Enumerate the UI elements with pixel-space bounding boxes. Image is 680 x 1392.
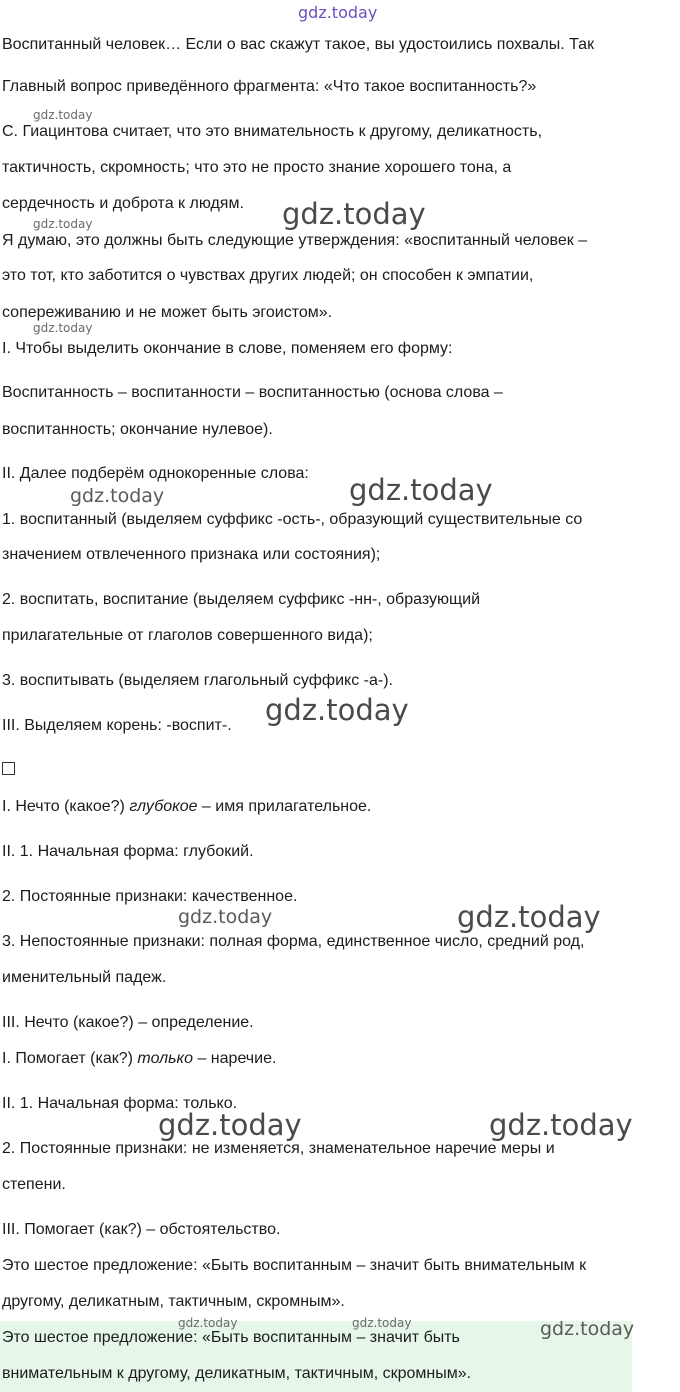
text-line: Я думаю, это должны быть следующие утверждения: «воспитанный человек –	[2, 232, 588, 249]
morph2-word: только	[137, 1050, 194, 1067]
morph1-pos: – имя прилагательное.	[197, 798, 372, 815]
watermark: gdz.today	[489, 1108, 633, 1142]
watermark: gdz.today	[282, 197, 426, 231]
morph1-intro-text: I. Нечто (какое?)	[2, 798, 125, 815]
text-line: 3. воспитывать (выделяем глагольный суффикс -а-).	[2, 672, 393, 689]
text-line: С. Гиацинтова считает, что это внимательность к другому, деликатность,	[2, 123, 543, 140]
watermark: gdz.today	[158, 1108, 302, 1142]
text-line: другому, деликатным, тактичным, скромным».	[2, 1293, 345, 1310]
watermark: gdz.today	[33, 108, 93, 122]
watermark: gdz.today	[265, 693, 409, 727]
text-line: 2. воспитать, воспитание (выделяем суффикс -нн-, образующий	[2, 591, 481, 608]
text-line: I. Чтобы выделить окончание в слове, поменяем его форму:	[2, 340, 453, 357]
morph1-intro	[2, 797, 371, 817]
text-line: III. Нечто (какое?) – определение.	[2, 1014, 254, 1031]
watermark: gdz.today	[457, 900, 601, 934]
text-line: именительный падеж.	[2, 969, 167, 986]
watermark: gdz.today	[33, 321, 93, 335]
text-line: Главный вопрос приведённого фрагмента: «Что такое воспитанность?»	[2, 78, 537, 95]
text-line: II. 1. Начальная форма: только.	[2, 1095, 238, 1112]
text-line: 2. Постоянные признаки: не изменяется, знаменательное наречие меры и	[2, 1140, 555, 1157]
watermark: gdz.today	[178, 1316, 238, 1330]
watermark: gdz.today	[352, 1316, 412, 1330]
watermark: gdz.today	[298, 3, 378, 22]
text-line: III. Выделяем корень: -воспит-.	[2, 717, 232, 734]
text-line: 3. Непостоянные признаки: полная форма, единственное число, средний род,	[2, 933, 585, 950]
text-line: прилагательные от глаголов совершенного вида);	[2, 627, 373, 644]
answer-line: внимательным к другому, деликатным, тактичным, скромным».	[2, 1365, 472, 1382]
watermark: gdz.today	[33, 217, 93, 231]
text-line: тактичность, скромность; что это не просто знание хорошего тона, а	[2, 159, 512, 176]
text-line: Воспитанность – воспитанности – воспитанностью (основа слова –	[2, 384, 503, 401]
morph1-word: глубокое	[129, 798, 198, 815]
watermark: gdz.today	[349, 473, 493, 507]
text-line: воспитанность; окончание нулевое).	[2, 421, 273, 438]
answer-line: Это шестое предложение: «Быть воспитанным – значит быть	[2, 1329, 460, 1346]
empty-checkbox[interactable]	[2, 762, 15, 775]
text-line: III. Помогает (как?) – обстоятельство.	[2, 1221, 281, 1238]
text-line: 1. воспитанный (выделяем суффикс -ость-, образующий существительные со	[2, 511, 583, 528]
text-line: это тот, кто заботится о чувствах других людей; он способен к эмпатии,	[2, 267, 534, 284]
text-line: Это шестое предложение: «Быть воспитанным – значит быть внимательным к	[2, 1257, 587, 1274]
watermark: gdz.today	[70, 485, 165, 507]
text-line: II. Далее подберём однокоренные слова:	[2, 465, 309, 482]
watermark: gdz.today	[178, 906, 273, 928]
watermark: gdz.today	[540, 1318, 635, 1340]
text-line: сопереживанию и не может быть эгоистом».	[2, 304, 333, 321]
text-line: Воспитанный человек… Если о вас скажут такое, вы удостоились похвалы. Так	[2, 36, 595, 53]
text-line: сердечность и доброта к людям.	[2, 195, 244, 212]
text-line: степени.	[2, 1176, 66, 1193]
text-line: II. 1. Начальная форма: глубокий.	[2, 843, 254, 860]
morph2-intro	[2, 1049, 276, 1069]
morph2-intro-text: I. Помогает (как?)	[2, 1050, 133, 1067]
text-line: 2. Постоянные признаки: качественное.	[2, 888, 298, 905]
text-line: значением отвлеченного признака или состояния);	[2, 546, 381, 563]
morph2-pos: – наречие.	[193, 1050, 277, 1067]
